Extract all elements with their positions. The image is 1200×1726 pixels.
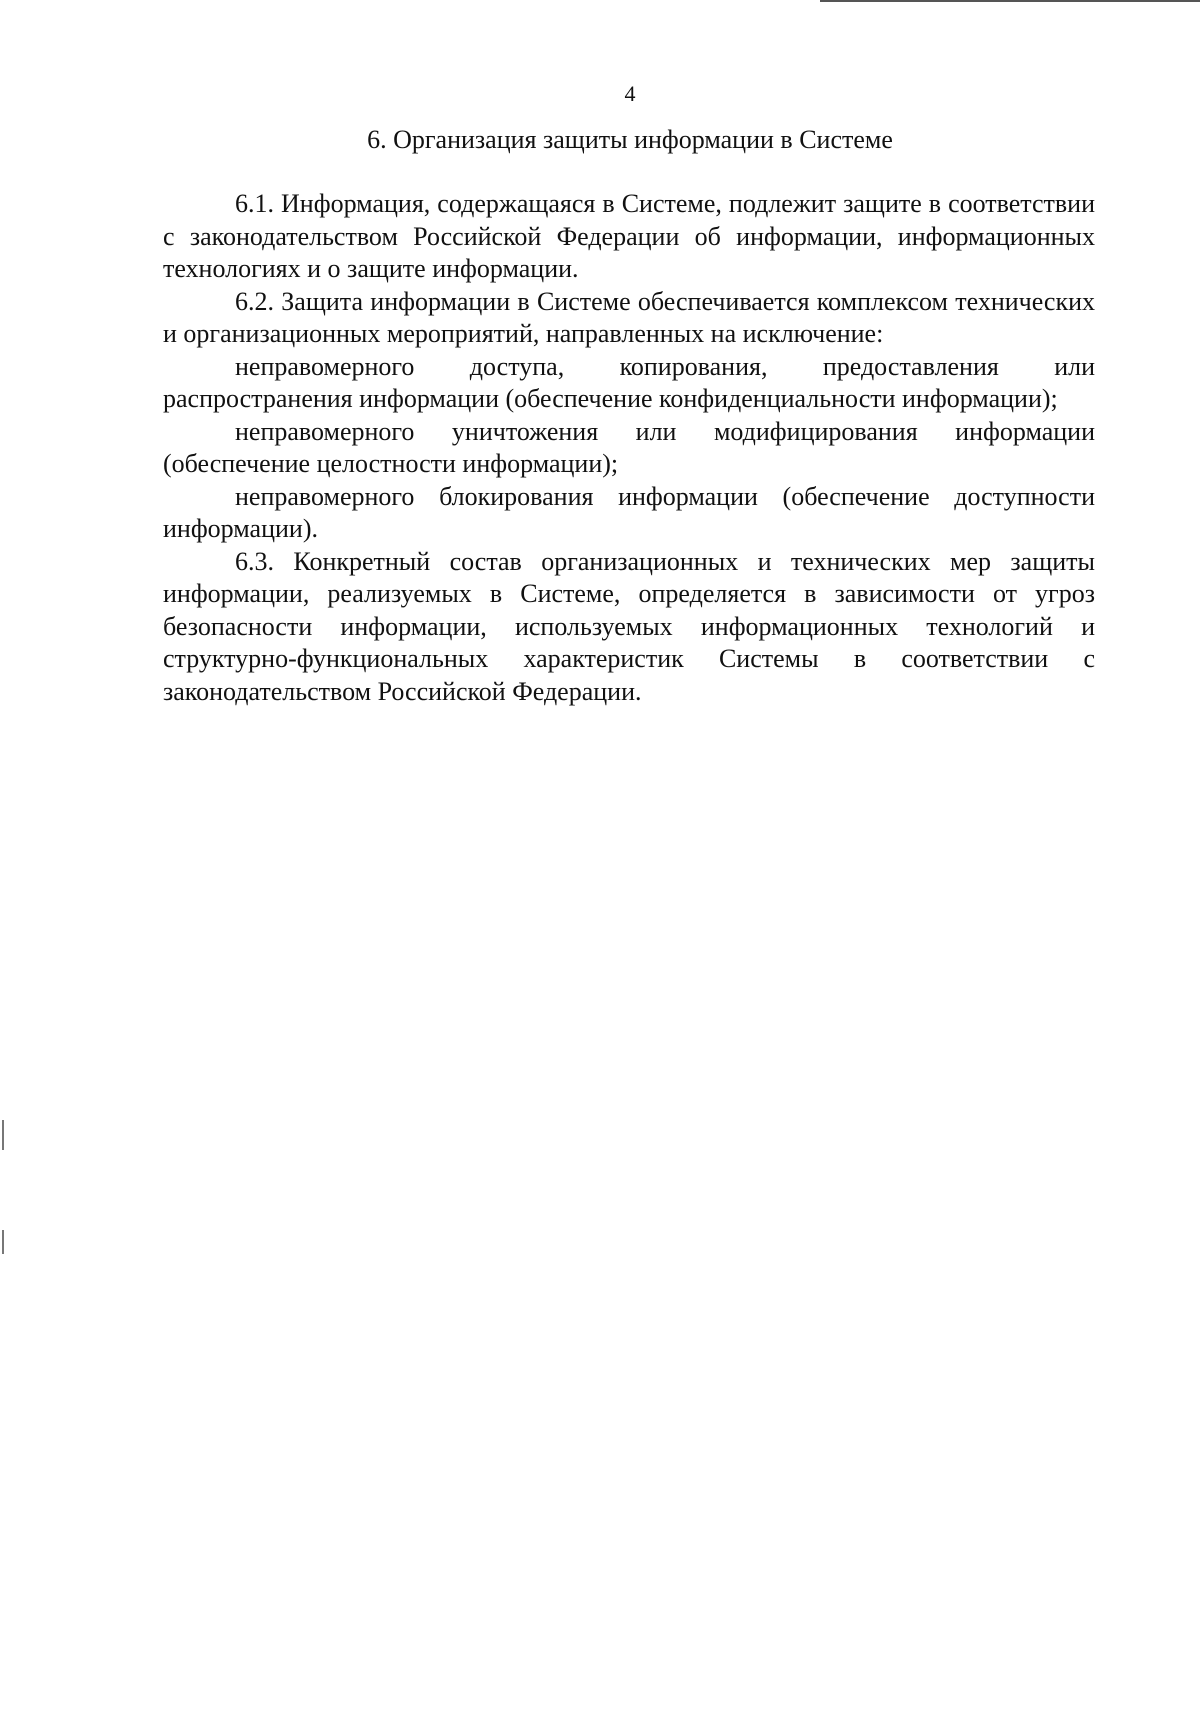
scan-edge-line	[820, 0, 1200, 2]
list-item-confidentiality: неправомерного доступа, копирования, предоставления или распространения информации (обеспечение конфиденциальности информации);	[163, 351, 1095, 413]
page-number: 4	[624, 81, 636, 106]
paragraph-6-2: 6.2. Защита информации в Системе обеспечивается комплексом технических и организационных мероприятий, направленных на исключение:	[163, 286, 1095, 348]
scan-edge-mark	[2, 1230, 4, 1254]
paragraph-6-1: 6.1. Информация, содержащаяся в Системе, подлежит защите в соответствии с законодательством Российской Федерации об информации, информационных технологиях и о защите информации.	[163, 189, 1095, 283]
document-body	[163, 188, 1095, 708]
list-item-integrity: неправомерного уничтожения или модифицирования информации (обеспечение целостности информации);	[163, 416, 1095, 478]
section-title: 6. Организация защиты информации в Системе	[367, 125, 893, 154]
scan-edge-mark	[2, 1120, 4, 1150]
paragraph-6-3: 6.3. Конкретный состав организационных и технических мер защиты информации, реализуемых в Системе, определяется в зависимости от угроз безопасности информации, используемых информационных технологий и структурно-функциональных характеристик Системы в соответствии с законодательством Российской Федерации.	[163, 546, 1095, 706]
list-item-availability: неправомерного блокирования информации (обеспечение доступности информации).	[163, 481, 1095, 543]
